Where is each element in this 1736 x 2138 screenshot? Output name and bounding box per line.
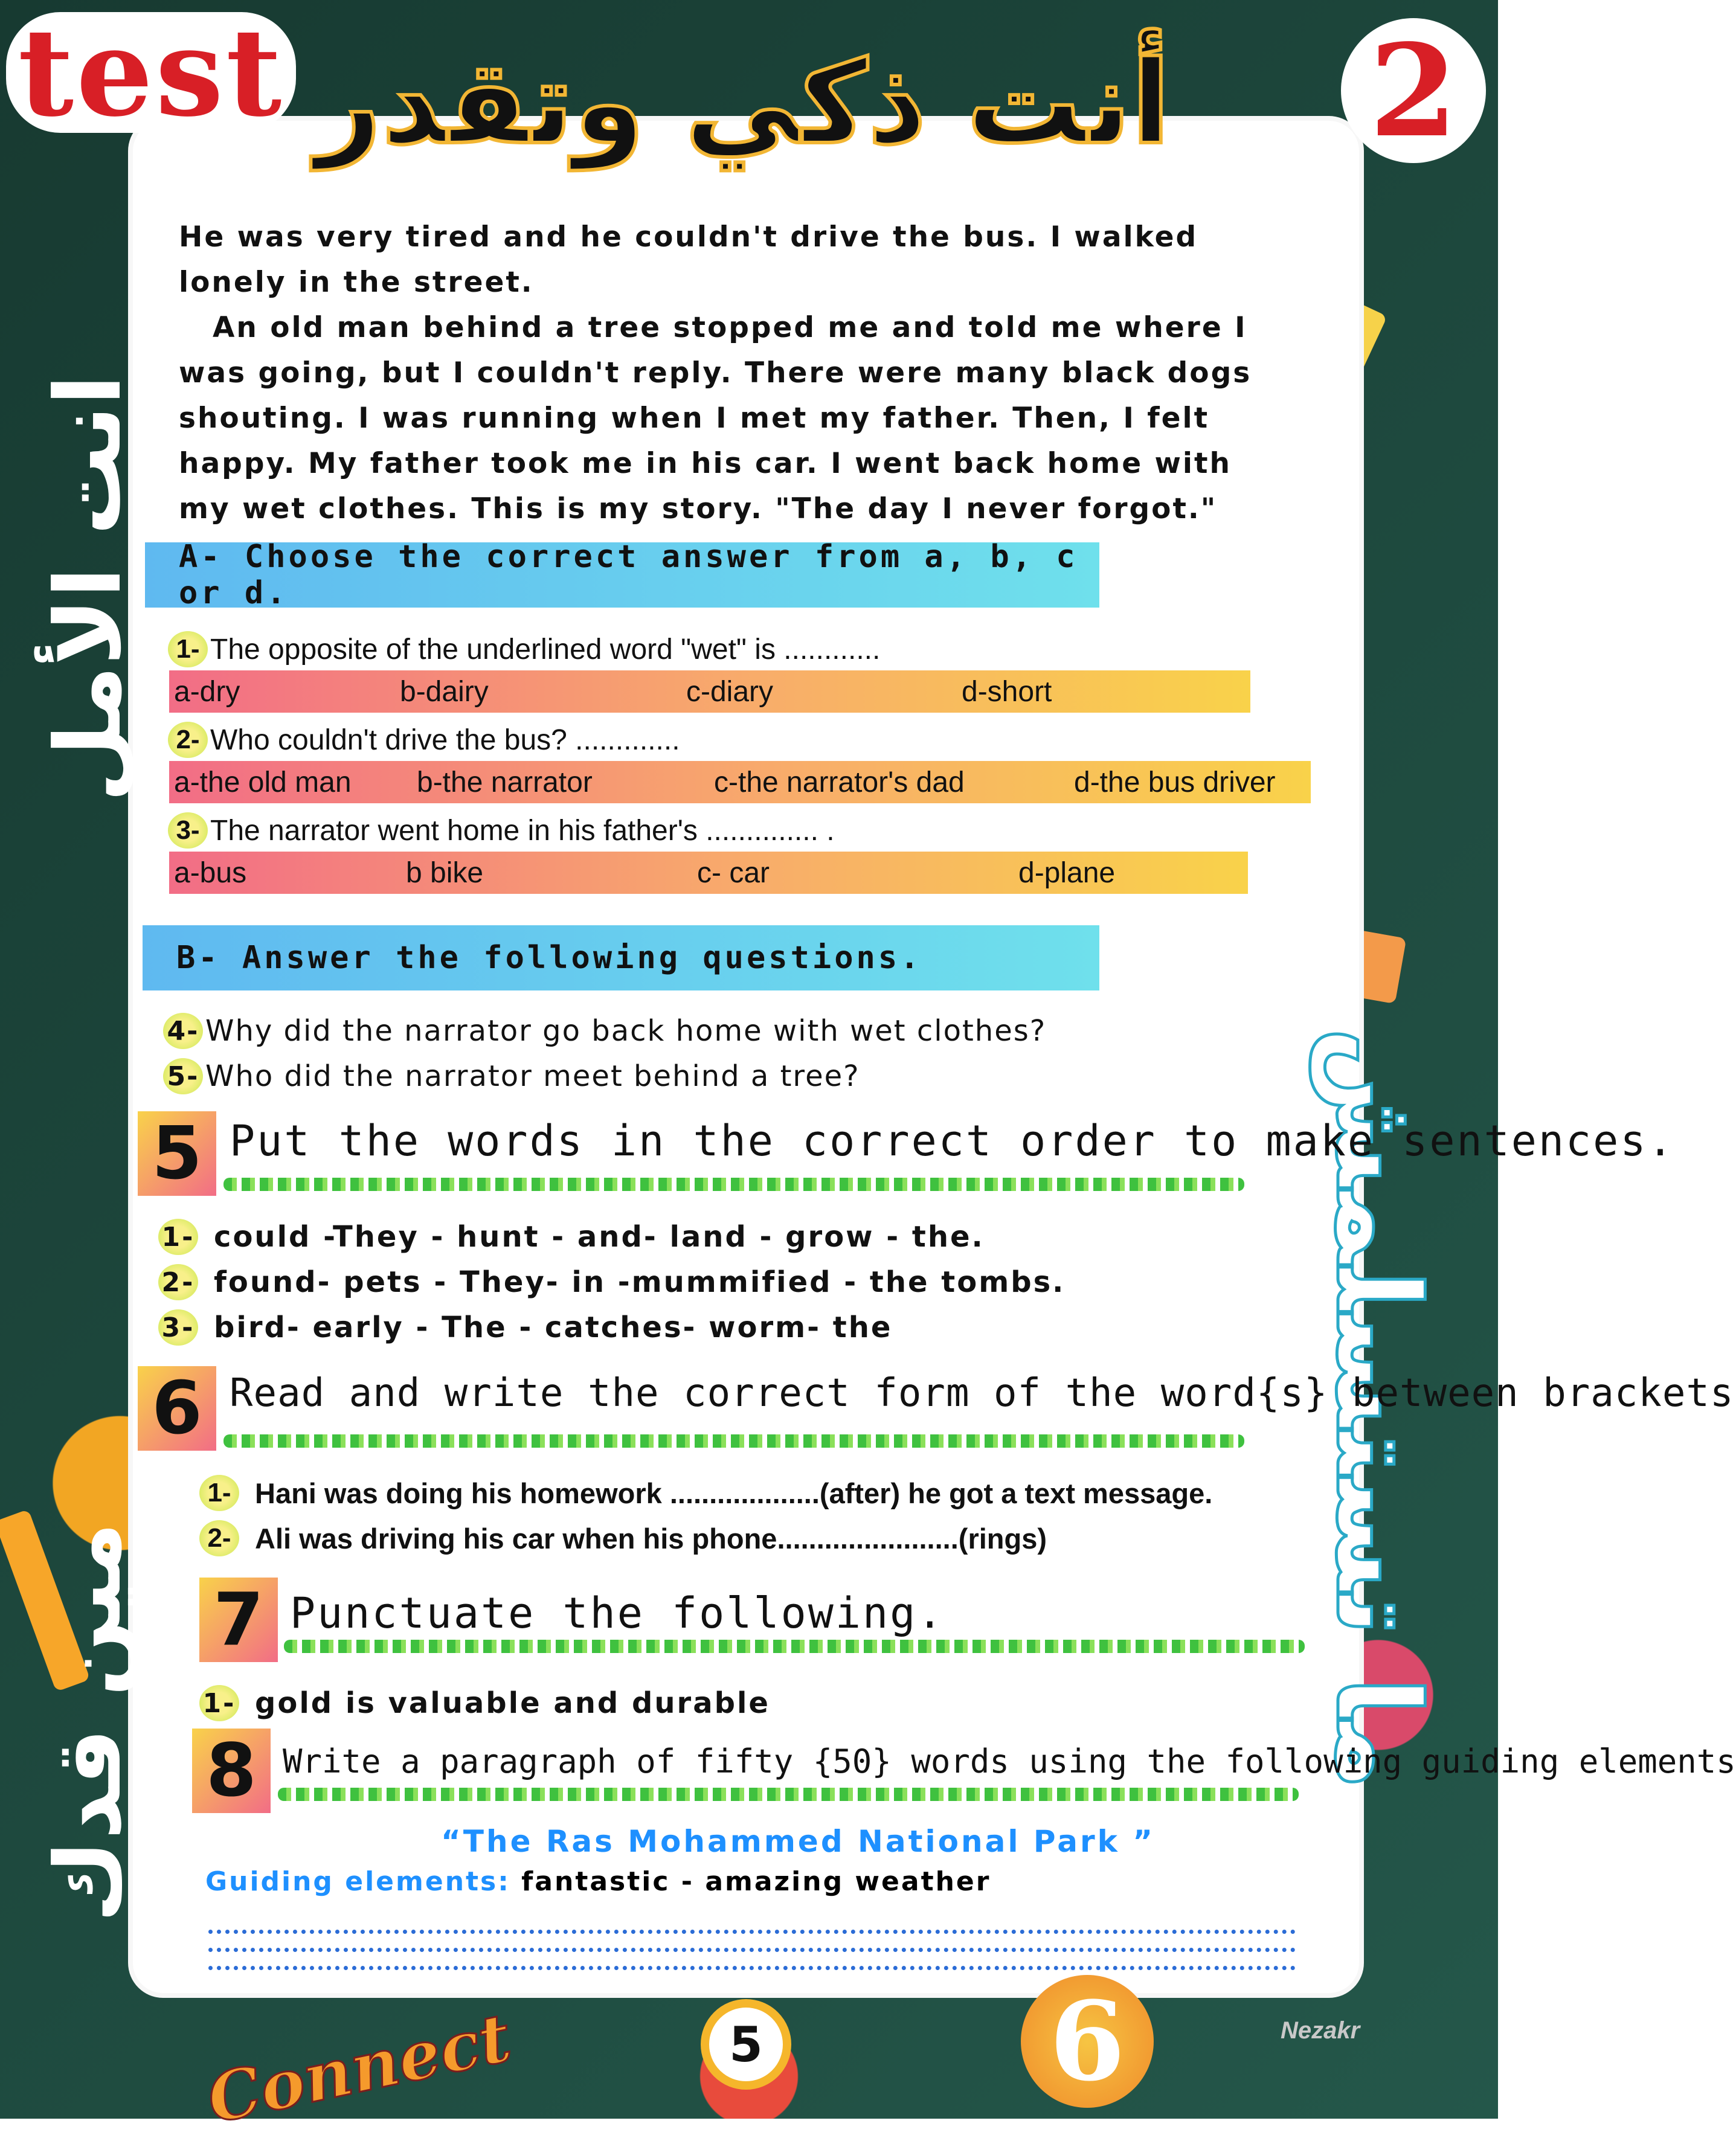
- item-number: 2-: [158, 1264, 198, 1300]
- publisher-logo: Nezakr: [1281, 2017, 1360, 2044]
- question-2: [168, 722, 680, 758]
- answer-line[interactable]: [208, 1930, 1296, 1934]
- option[interactable]: a-the old man: [174, 766, 352, 798]
- right-slogan: ما تستسلمش: [1311, 1027, 1444, 1791]
- test-label: test: [6, 12, 296, 133]
- option[interactable]: b-the narrator: [417, 766, 593, 798]
- grade-badge: 6: [1021, 1975, 1154, 2108]
- item-number: 1-: [158, 1219, 198, 1255]
- answer-line[interactable]: [208, 1966, 1296, 1970]
- left-slogan-1: انت الأمل: [36, 374, 141, 803]
- passage-line: shouting. I was running when I met my father. Then, I felt: [179, 402, 1210, 435]
- brand-logo: Connect: [201, 1998, 518, 2138]
- option[interactable]: a-bus: [174, 857, 247, 889]
- guiding-elements: [205, 1866, 991, 1897]
- question-3: [168, 812, 835, 849]
- question-7-heading: Punctuate the following.: [290, 1588, 945, 1638]
- order-item: [158, 1219, 985, 1255]
- section-a-heading: A- Choose the correct answer from a, b, c or d.: [145, 542, 1099, 608]
- question-text: Who couldn't drive the bus? .............: [210, 724, 680, 756]
- question-5-heading: Put the words in the correct order to make sentences.: [230, 1116, 1675, 1166]
- passage-line: An old man behind a tree stopped me and told me where I: [213, 311, 1247, 344]
- question-text: The narrator went home in his father's .............. .: [210, 814, 835, 847]
- punctuate-item: [199, 1685, 770, 1721]
- option[interactable]: d-short: [962, 676, 1052, 708]
- grass-divider: [223, 1178, 1244, 1191]
- item-number: 1-: [199, 1685, 239, 1721]
- item-text: gold is valuable and durable: [255, 1686, 770, 1720]
- order-item: [158, 1264, 1065, 1300]
- answer-line[interactable]: [208, 1948, 1296, 1952]
- title-banner: أنت ذكي وتقدر: [315, 36, 1171, 170]
- question-8-heading: Write a paragraph of fifty {50} words using the following guiding elements: [283, 1742, 1736, 1780]
- guiding-label: Guiding elements:: [205, 1866, 510, 1897]
- order-item: [158, 1309, 892, 1346]
- form-item: [199, 1475, 1212, 1511]
- item-text: Ali was driving his car when his phone.......................(rings): [255, 1522, 1047, 1555]
- passage-line: He was very tired and he couldn't drive the bus. I walked: [179, 220, 1198, 254]
- grass-divider: [223, 1434, 1244, 1448]
- passage-line: my wet clothes. This is my story. "The day I never forgot.": [179, 492, 1218, 525]
- grass-divider: [284, 1640, 1305, 1653]
- question-number: 5-: [163, 1058, 203, 1094]
- question-number: 4-: [163, 1013, 203, 1049]
- option[interactable]: b-dairy: [400, 676, 489, 708]
- question-text: Why did the narrator go back home with wet clothes?: [205, 1014, 1047, 1048]
- passage-line: happy. My father took me in his car. I went back home with: [179, 447, 1232, 480]
- option[interactable]: b bike: [406, 857, 484, 889]
- question-6-heading: Read and write the correct form of the word{s} between brackets: [230, 1371, 1734, 1416]
- option[interactable]: c- car: [697, 857, 770, 889]
- test-number: 2: [1341, 18, 1486, 163]
- passage-line: lonely in the street.: [179, 266, 534, 299]
- passage-line: was going, but I couldn't reply. There were many black dogs: [179, 356, 1252, 390]
- form-item: [199, 1520, 1047, 1556]
- item-text: found- pets - They- in -mummified - the tombs.: [214, 1265, 1066, 1299]
- left-slogan-2: مين قدك: [36, 1522, 141, 1923]
- item-number: 3-: [158, 1309, 198, 1346]
- left-side-slogans: [36, 374, 139, 2035]
- item-text: bird- early - The - catches- worm- the: [214, 1311, 893, 1344]
- option[interactable]: d-the bus driver: [1074, 766, 1276, 798]
- guiding-text: fantastic - amazing weather: [510, 1866, 991, 1897]
- option[interactable]: d-plane: [1018, 857, 1116, 889]
- section-b-heading: B- Answer the following questions.: [143, 925, 1099, 990]
- options-row-3: [169, 852, 1248, 894]
- paragraph-title: “The Ras Mohammed National Park ”: [441, 1824, 1156, 1859]
- question-number: 3-: [168, 812, 208, 849]
- options-row-2: [169, 761, 1311, 803]
- reading-passage: [179, 214, 1284, 531]
- right-side-slogan: [1311, 1027, 1462, 1981]
- question-5: [163, 1058, 860, 1094]
- option[interactable]: c-the narrator's dad: [714, 766, 965, 798]
- item-number: 1-: [199, 1475, 239, 1511]
- question-6-number: 6: [138, 1366, 216, 1451]
- question-number: 2-: [168, 722, 208, 758]
- options-row-1: [169, 670, 1250, 713]
- question-4: [163, 1013, 1046, 1049]
- question-number: 1-: [168, 631, 208, 667]
- item-text: Hani was doing his homework ...................(after) he got a text message.: [255, 1477, 1213, 1509]
- question-5-number: 5: [138, 1111, 216, 1196]
- option[interactable]: c-diary: [686, 676, 774, 708]
- page-number: 5: [701, 1999, 791, 2090]
- option[interactable]: a-dry: [174, 676, 240, 708]
- question-text: The opposite of the underlined word "wet" is ............: [210, 633, 881, 666]
- grass-divider: [278, 1788, 1299, 1801]
- question-1: [168, 631, 880, 667]
- question-8-number: 8: [192, 1729, 271, 1813]
- question-7-number: 7: [199, 1578, 278, 1662]
- item-text: could -They - hunt - and- land - grow - the.: [214, 1220, 985, 1254]
- item-number: 2-: [199, 1520, 239, 1556]
- question-text: Who did the narrator meet behind a tree?: [205, 1059, 860, 1093]
